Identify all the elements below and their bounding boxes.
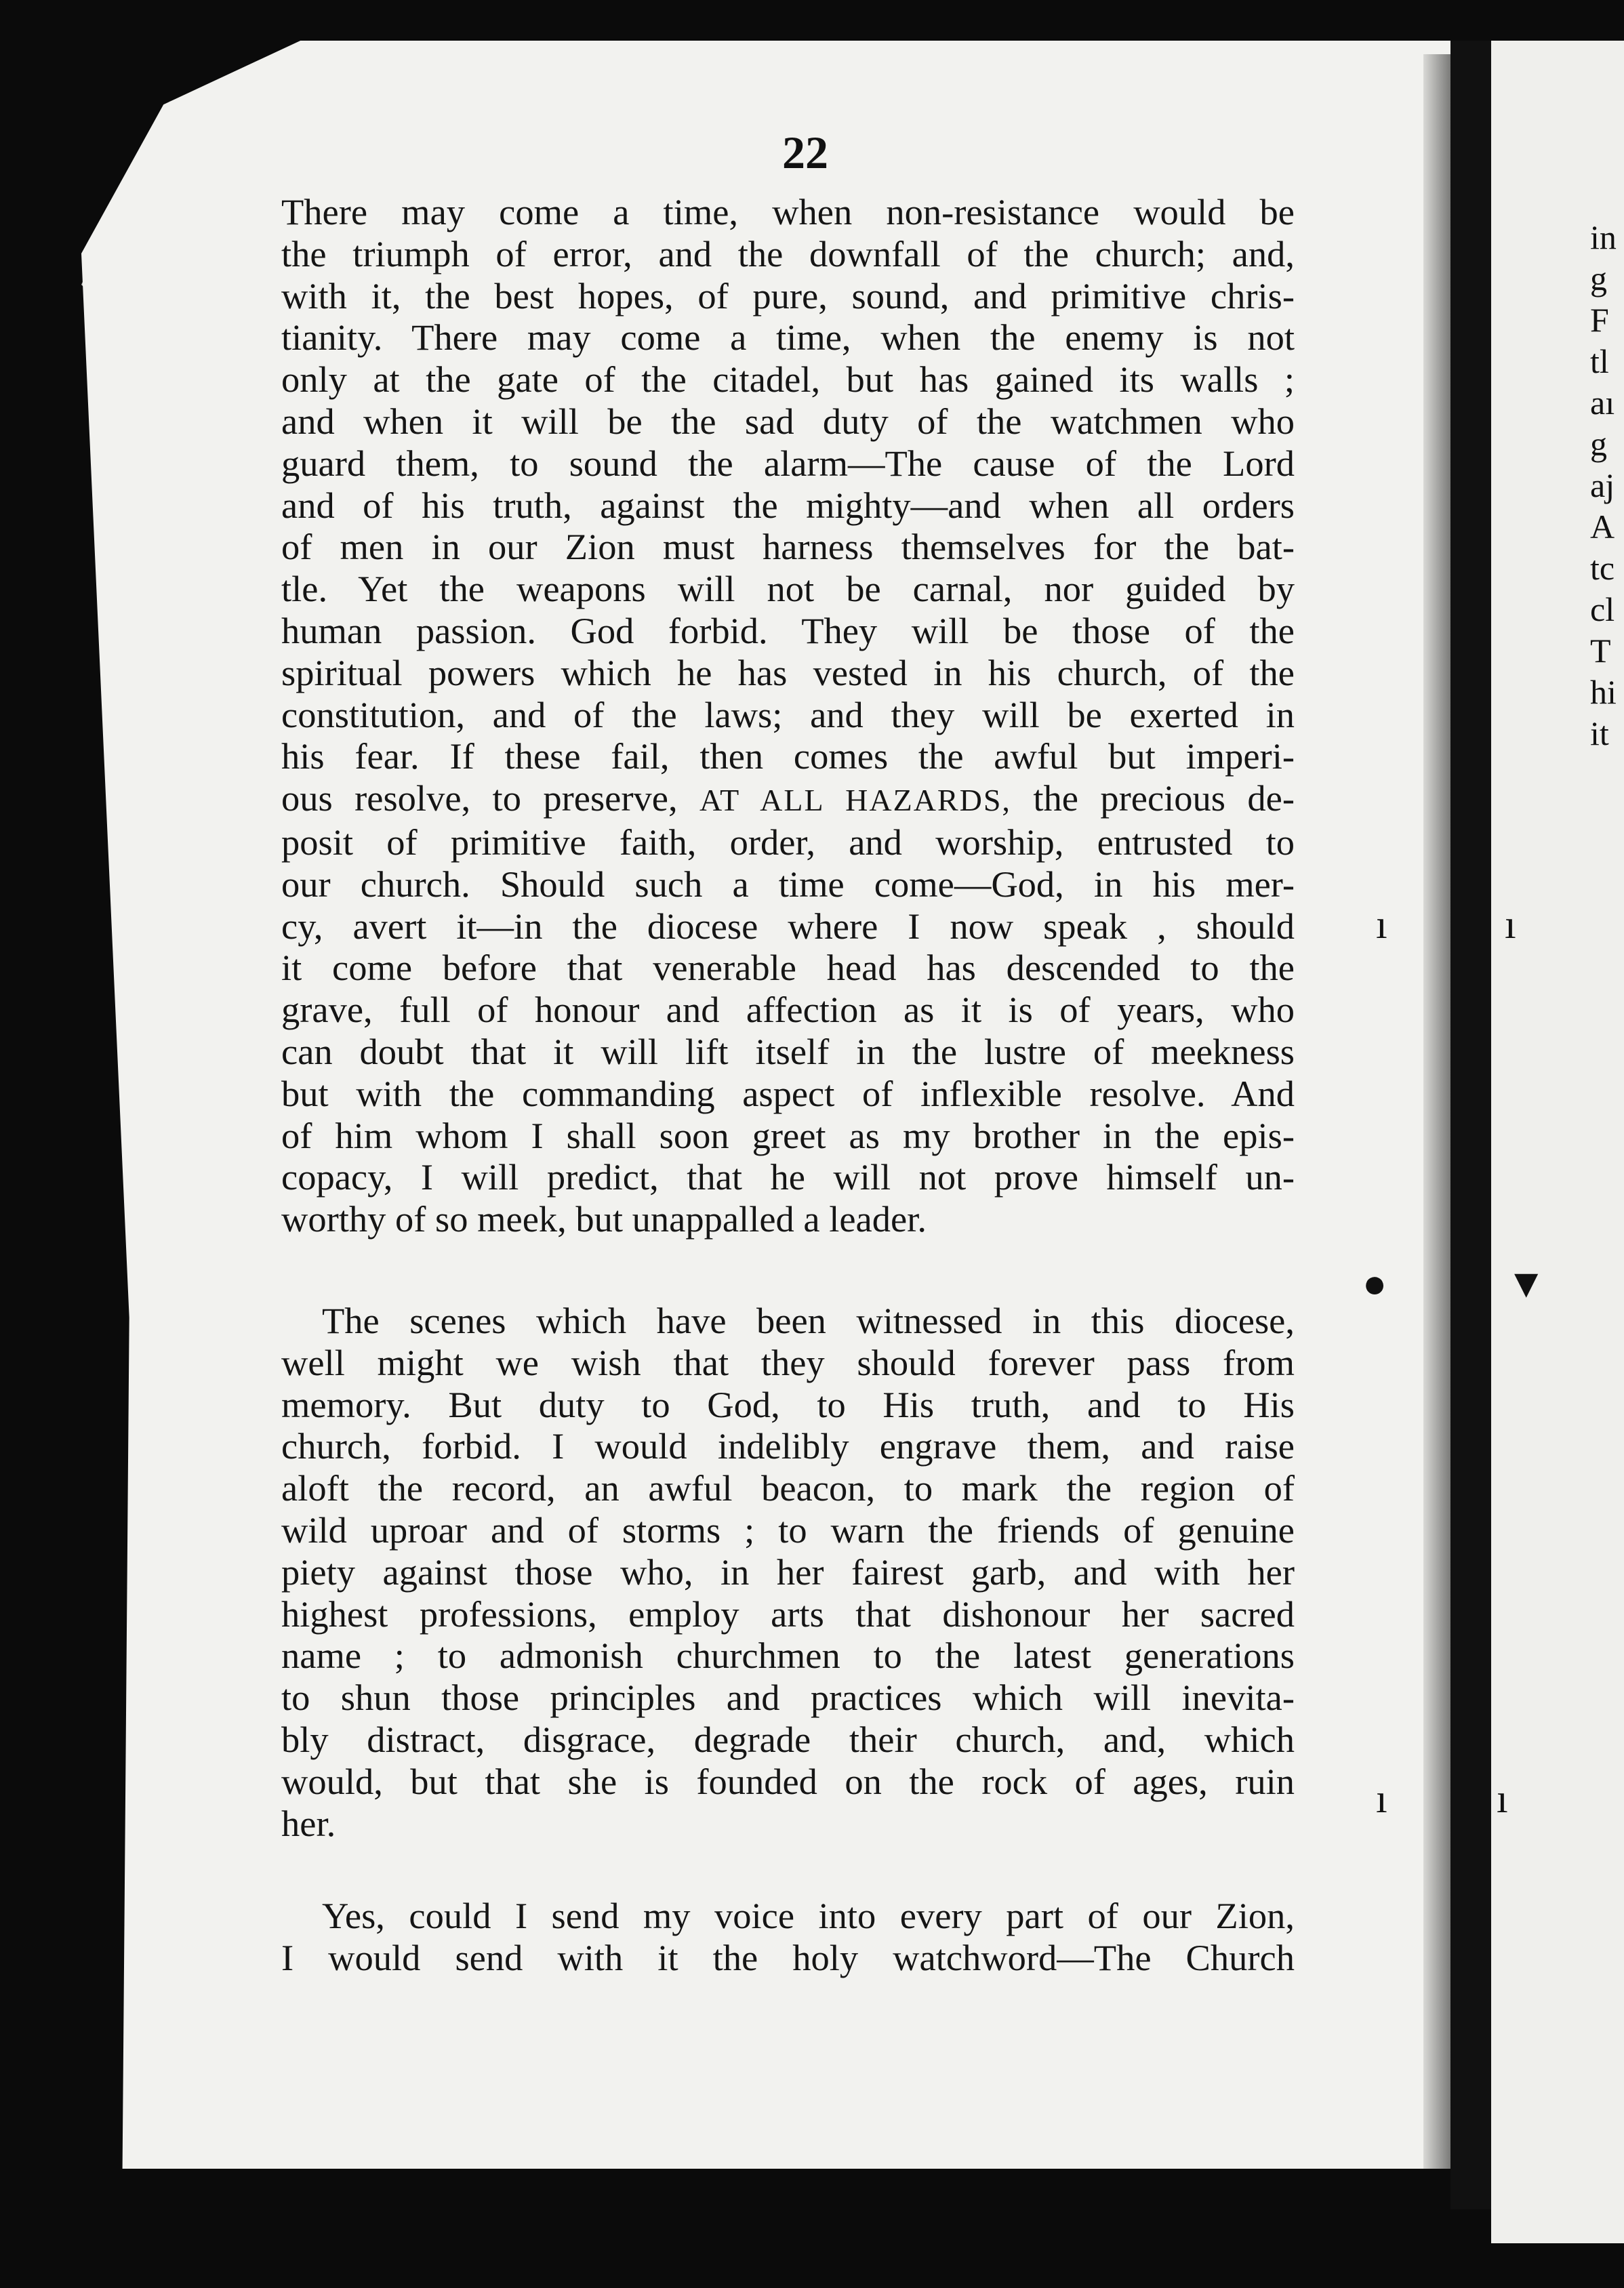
text-segment: the precious de- [1033,777,1295,819]
text-line: the triumph of error, and the downfall of the church; and, [281,232,1295,274]
text-line: and when it will be the sad duty of the watchmen who [281,400,1295,442]
text-line: her. [281,1802,336,1844]
text-line-with-emphasis [281,777,1295,821]
small-caps-emphasis: AT ALL HAZARDS, [699,783,1011,818]
fragment: in [1590,218,1617,256]
binding-hole-mark: ı [1376,1776,1387,1821]
text-line: The scenes which have been witnessed in this diocese, [322,1300,1295,1341]
text-line: memory. But duty to God, to His truth, and to His [281,1383,1295,1425]
text-line: grave, full of honour and affection as it is of years, who [281,989,1295,1031]
text-line: tle. Yet the weapons will not be carnal, nor guided by [281,568,1295,610]
text-line: but with the commanding aspect of inflexible resolve. And [281,1072,1295,1114]
fragment: aj [1590,466,1615,504]
binding-hole-mark: ı [1505,902,1516,947]
text-line: can doubt that it will lift itself in the lustre of meekness [281,1030,1295,1072]
text-line: bly distract, disgrace, degrade their church, and, which [281,1718,1295,1760]
fragment: g [1590,260,1607,298]
text-line: Yes, could I send my voice into every part of our Zion, [322,1895,1295,1936]
text-line: tianity. There may come a time, when the enemy is not [281,316,1295,359]
text-line: piety against those who, in her fairest garb, and with her [281,1551,1295,1593]
fragment: g [1590,425,1607,463]
fragment: aı [1590,384,1615,422]
text-line: spiritual powers which he has vested in his church, of the [281,651,1295,693]
text-line: would, but that she is founded on the rock of ages, ruin [281,1760,1295,1802]
text-line: guard them, to sound the alarm—The cause of the Lord [281,442,1295,484]
text-line: highest professions, employ arts that dishonour her sacred [281,1593,1295,1635]
text-line: wild uproar and of storms ; to warn the friends of genuine [281,1509,1295,1551]
text-line: of him whom I shall soon greet as my brother in the epis- [281,1114,1295,1156]
page-number: 22 [782,127,828,178]
text-line: posit of primitive faith, order, and worship, entrusted to [281,821,1295,863]
text-line: human passion. God forbid. They will be those of the [281,609,1295,651]
fragment: F [1590,301,1609,339]
binding-hole-mark: ● [1362,1261,1387,1306]
fragment: tl [1590,342,1609,380]
paragraph-2 [281,1300,1295,1844]
text-line: and of his truth, against the mighty—and when all orders [281,484,1295,526]
fragment: T [1590,632,1611,670]
text-line: our church. Should such a time come—God, in his mer- [281,863,1295,905]
binding-hole-mark: ı [1497,1776,1508,1821]
fragment: it [1590,714,1609,752]
text-segment: ous resolve, to preserve, [281,777,678,819]
fragment: tc [1590,549,1615,587]
text-line: constitution, and of the laws; and they will be exerted in [281,693,1295,735]
text-line: to shun those principles and practices which will inevita- [281,1677,1295,1719]
text-line: his fear. If these fail, then comes the awful but imperi- [281,735,1295,777]
binding-hole-mark: ▼ [1506,1261,1547,1306]
text-line: only at the gate of the citadel, but has gained its walls ; [281,359,1295,401]
text-line: I would send with it the holy watchword—The Church [281,1936,1295,1978]
text-line: name ; to admonish churchmen to the latest generations [281,1635,1295,1677]
binding-hole-mark: ı [1376,902,1387,947]
text-line: it come before that venerable head has descended to the [281,947,1295,989]
text-line: cy, avert it—in the diocese where I now speak , should [281,905,1295,947]
text-line: of men in our Zion must harness themselves for the bat- [281,526,1295,568]
paragraph-3 [281,1895,1295,1979]
fragment: hi [1590,673,1617,711]
text-line: aloft the record, an awful beacon, to mark the region of [281,1467,1295,1509]
text-line: copacy, I will predict, that he will not prove himself un- [281,1156,1295,1198]
fragment: cl [1590,590,1615,628]
page-edge-shadow [1423,54,1450,2169]
text-line: with it, the best hopes, of pure, sound, and primitive chris- [281,274,1295,316]
text-line: well might we wish that they should forever pass from [281,1341,1295,1383]
text-line: church, forbid. I would indelibly engrave them, and raise [281,1425,1295,1467]
facing-page-text-fragments [1590,217,1624,754]
fragment: A [1590,508,1615,546]
paragraph-1 [281,191,1295,1240]
book-gutter [1450,41,1491,2209]
text-line: There may come a time, when non-resistance would be [281,191,1295,232]
text-line: worthy of so meek, but unappalled a leader. [281,1198,927,1240]
